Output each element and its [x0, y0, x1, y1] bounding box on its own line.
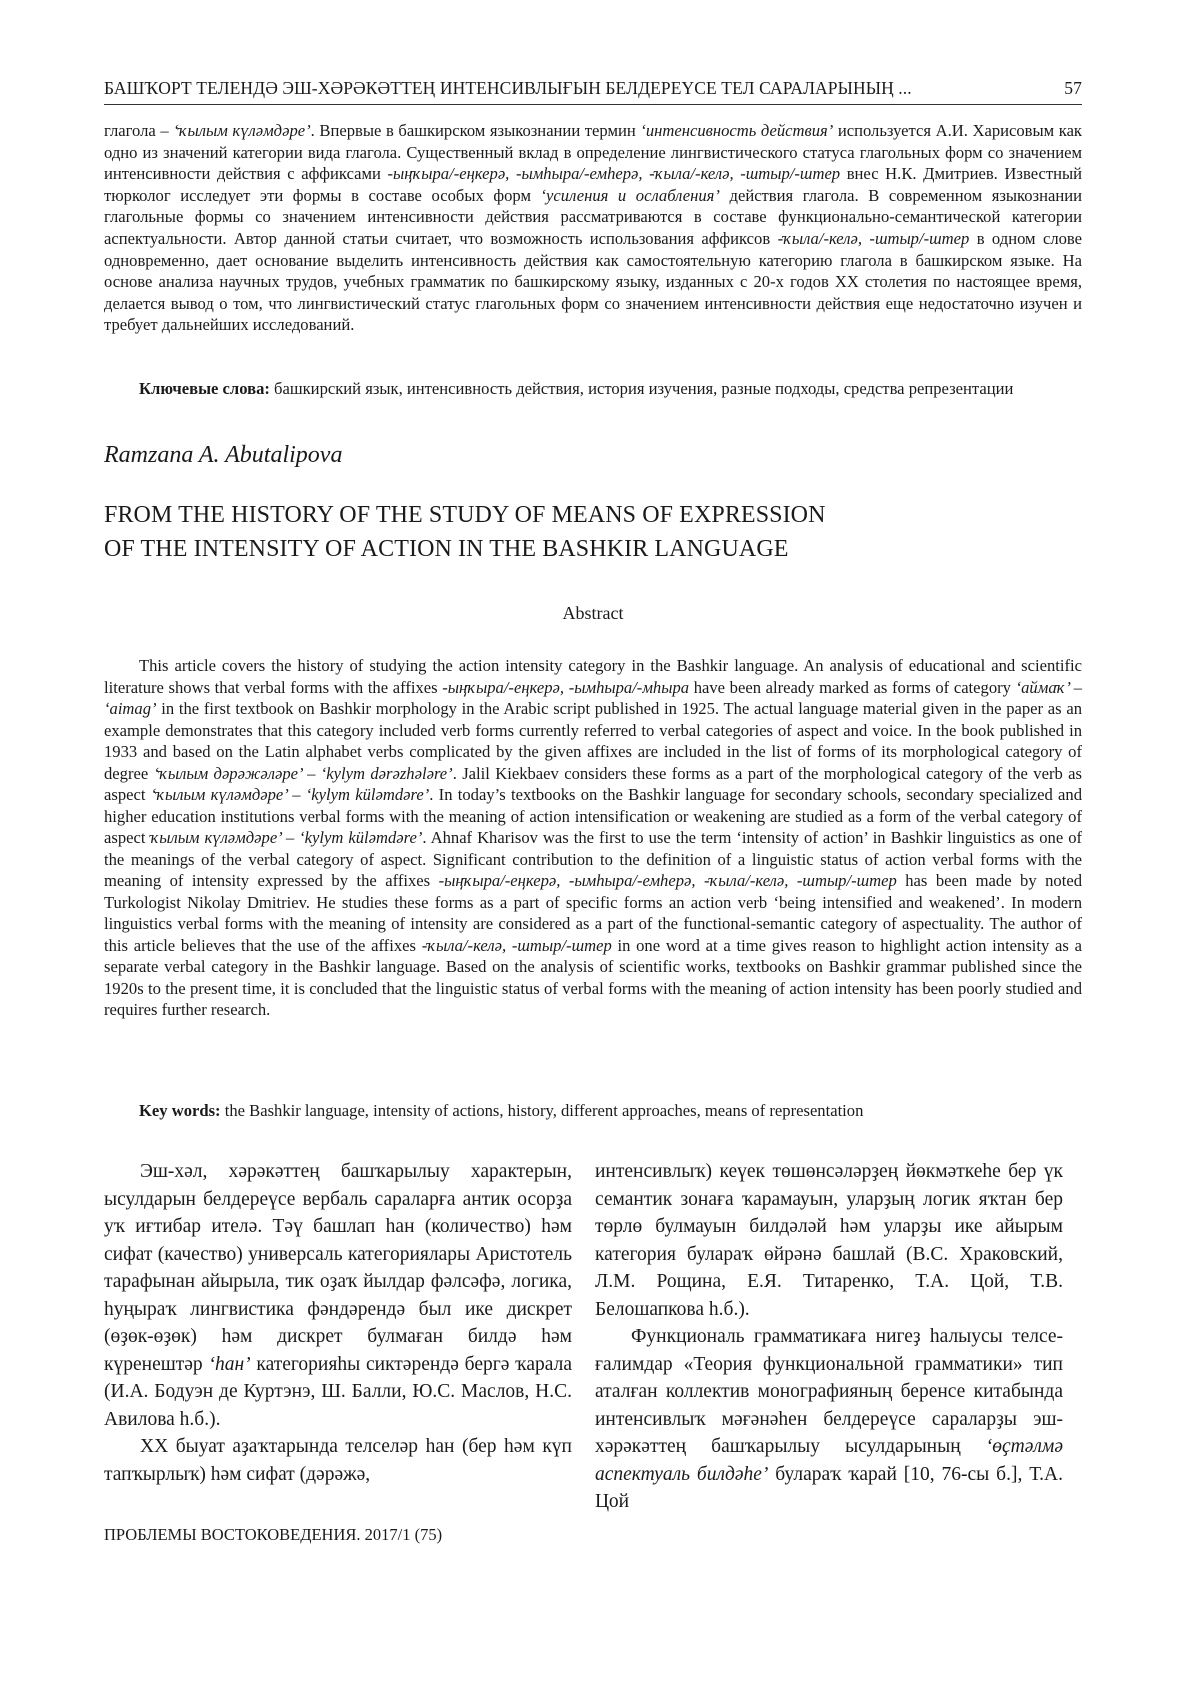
body-column-left [104, 1158, 572, 1488]
english-abstract: This article covers the history of studying the action intensity category in the Bashkir language. An analysis of educational and scientific literature shows that verbal forms with the affixes -ыңҡыра/-еңкерә, -ымһыра/-мһыра have been already marked as forms of category ‘аймаҡ’ – ‘aimag’ in the first textbook on Bashkir morphology in the Arabic script published in 1925. The actual language material given in the paper as an example demonstrates that this category included verb forms currently referred to verbal categories of aspect and voice. In the book published in 1933 and based on the Latin alphabet verbs complicated by the given affixes are included in the list of forms of its morphological category of degree ‘ҡылым дәрәжәләре’ – ‘kylym dәrәzhәlәre’. Jalil Kiekbaev considers these forms as a part of the morphological category of the verb as aspect ‘ҡылым күләмдәре’ – ‘kylym külәmdәre’. In today’s textbooks on the Bashkir language for secondary schools, secondary specialized and higher education institutions verbal forms with the meaning of action intensification or weakening are studied as a form of the verbal category of aspect ҡылым күләмдәре’ – ‘kylym külәmdәre’. Ahnaf Kharisov was the first to use the term ‘intensity of action’ in Bashkir linguistics as one of the meanings of the verbal category of aspect. Significant contribution to the definition of a linguistic status of action verbal forms with the meaning of intensity expressed by the affixes -ыңҡыра/-еңкерә, -ымһыра/-емһерә, -ҡыла/-келә, -штыр/-штер has been made by noted Turkologist Nikolay Dmitriev. He studies these forms as a part of specific forms an action verb ‘being intensified and weakened’. In modern linguistics verbal forms with the meaning of intensity are considered as a part of the functional-semantic category of aspectuality. The author of this article believes that the use of the affixes -ҡыла/-келә, -штыр/-штер in one word at a time gives reason to highlight action intensity as a separate verbal category in the Bashkir language. Based on the analysis of scientific works, textbooks on Bashkir grammar published since the 1920s to the present time, it is concluded that the linguistic status of verbal forms with the meaning of action intensity has been poorly studied and requires further research. [104, 656, 1083, 1019]
english-keywords-label: Key words: [139, 1101, 221, 1120]
russian-abstract: глагола – ‘ҡылым күләмдәре’. Впервые в башкирском языкознании термин ‘интенсивность действия’ используется А.И. Харисовым как одно из значений категории вида глагола. Существенный вклад в определение лингвистического статуса глагольных форм со значением интенсивности действия с аффиксами -ыңҡыра/-еңкерә, -ымһыра/-емһерә, -ҡыла/-келә, -штыр/-штер внес Н.К. Дмитриев. Известный тюрколог исследует эти формы в составе особых форм ‘усиления и ослабления’ действия глагола. В современном языкознании глагольные формы со значением интенсивности действия рассматриваются в составе функционально-семантической категории аспектуальности. Автор данной статьи считает, что возможность использования аффиксов -ҡыла/-келә, -штыр/-штер в одном слове одновременно, дает основание выделить интенсивность действия как самостоятельную категорию глагола в башкирском языке. На основе анализа научных трудов, учебных грамматик по башкирскому языку, изданных с 20-х годов XX столетия по настоящее время, делается вывод о том, что лингвистический статус глагольных форм со значением интенсивности действия еще недостаточно изучен и требует дальнейших исследований. [104, 121, 1083, 335]
running-head-title: БАШҠОРТ ТЕЛЕНДӘ ЭШ-ХӘРӘКӘТТЕҢ ИНТЕНСИВЛЫҒЫН БЕЛДЕРЕҮСЕ ТЕЛ САРАЛАРЫНЫҢ ... [104, 78, 912, 98]
russian-keywords-label: Ключевые слова: [139, 379, 270, 398]
author-name: Ramzana A. Abutalipova [104, 442, 343, 468]
body-paragraph: Функциональ грамматикаға нигеҙ һалыусы телсе-ғалимдар «Теория функциональной грамматики» тип аталған коллектив монографияның беренсе китабында интенсивлыҡ мәғәнәһен белдереүсе сараларҙы эш-хәрәкәттең башҡарылыу ысулдарының ‘өҫтәлмә аспектуаль билдәһе’ булараҡ ҡарай [10, 76-сы б.], Т.А. Цой [595, 1326, 1064, 1512]
page-number: 57 [1064, 78, 1082, 98]
body-column-right [595, 1158, 1063, 1516]
abstract-heading: Abstract [562, 603, 624, 623]
journal-footer: ПРОБЛЕМЫ ВОСТОКОВЕДЕНИЯ. 2017/1 (75) [104, 1525, 443, 1544]
article-title-en: FROM THE HISTORY OF THE STUDY OF MEANS OF EXPRESSION OF THE INTENSITY OF ACTION IN THE BASHKIR LANGUAGE [104, 502, 826, 562]
body-paragraph: интенсивлыҡ) кеүек төшөнсәләрҙең йөкмәткеһе бер үк семантик зонаға ҡарамауын, уларҙың логик яҡтан бер төрлө булмауын билдәләй һәм уларҙы ике айырым категория булараҡ өйрәнә башлай (В.С. Храковский, Л.М. Рощина, Е.Я. Титаренко, Т.А. Цой, Т.В. Белошапкова һ.б.). [595, 1161, 1063, 1320]
english-keywords: Key words: the Bashkir language, intensity of actions, history, different approaches, means of representation [139, 1101, 864, 1120]
body-paragraph: Эш-хәл, хәрәкәттең башҡарылыу характерын, ысулдарын белдереүсе вербаль сараларға антик осорҙа уҡ иғтибар ителә. Тәү башлап һан (количество) һәм сифат (качество) универсаль категориялары Аристотель тарафынан айырыла, тик оҙаҡ йылдар фәлсәфә, логика, һуңыраҡ лингвистика фәндәрендә был ике дискрет (өҙөк-өҙөк) һәм дискрет булмаған билдә һәм күренештәр ‘һан’ категорияһы сиктәрендә бергә ҡарала (И.А. Бодуэн де Куртэнэ, Ш. Балли, Ю.С. Маслов, Н.С. Авилова һ.б.). [104, 1161, 572, 1430]
running-head [104, 78, 1082, 105]
russian-keywords: Ключевые слова: башкирский язык, интенсивность действия, история изучения, разные подходы, средства репрезентации [139, 379, 1014, 398]
body-paragraph: XX быуат аҙаҡтарында телселәр һан (бер һәм күп тапҡырлыҡ) һәм сифат (дәрәжә, [104, 1436, 572, 1485]
